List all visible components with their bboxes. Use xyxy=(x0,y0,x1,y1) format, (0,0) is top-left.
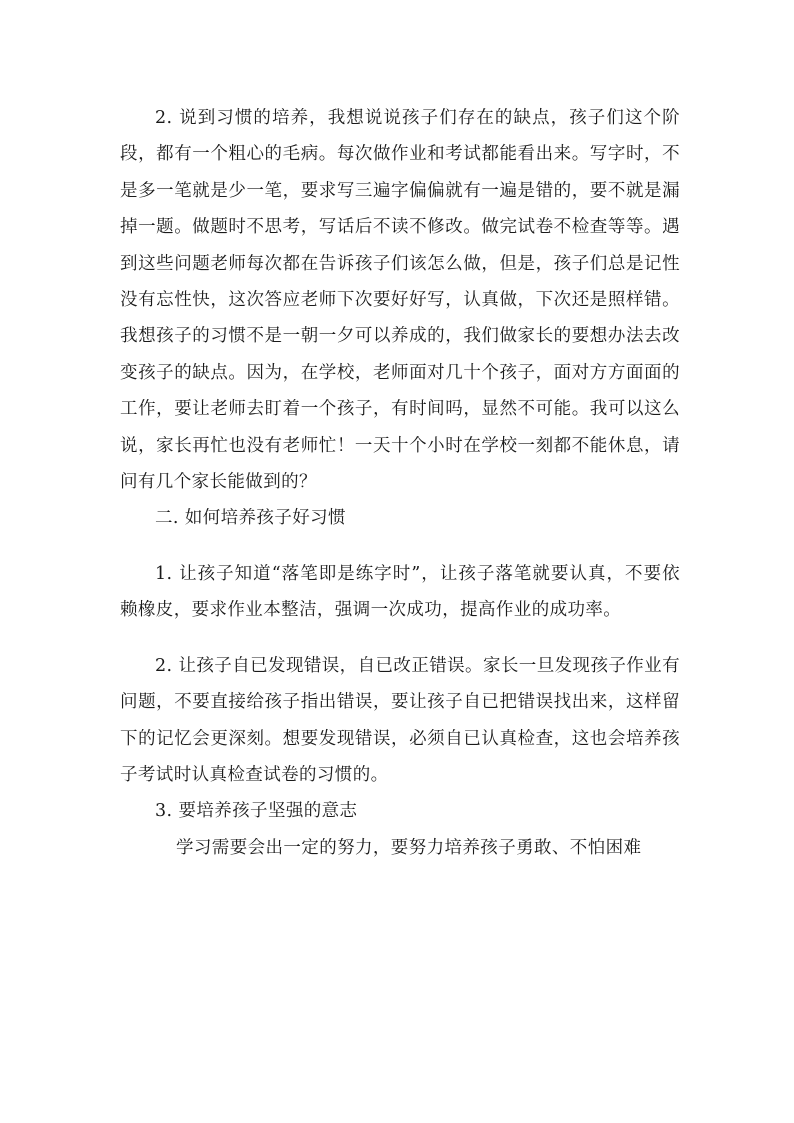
section-heading-how-to-cultivate: 二. 如何培养孩子好习惯 xyxy=(155,508,346,529)
paragraph-habit-shortcomings: 2. 说到习惯的培养，我想说说孩子们存在的缺点，孩子们这个阶段，都有一个粗心的毛病。每次做作业和考试都能看出来。写字时，不是多一笔就是少一笔，要求写三遍字偏偏就有一遍是错的，要不就是漏掉一题。做题时不思考，写话后不读不修改。做完试卷不检查等等。遇到这些问题老师每次都在告诉孩子们该怎么做，但是，孩子们总是记性没有忘性快，这次答应老师下次要好好写，认真做，下次还是照样错。我想孩子的习惯不是一朝一夕可以养成的，我们做家长的要想办法去改变孩子的缺点。因为，在学校，老师面对几十个孩子，面对方方面面的工作，要让老师去盯着一个孩子，有时间吗，显然不可能。我可以这么说，家长再忙也没有老师忙！一天十个小时在学校一刻都不能休息，请问有几个家长能做到的？ xyxy=(120,108,680,493)
paragraph-careful-writing: 1. 让孩子知道“落笔即是练字时”，让孩子落笔就要认真，不要依赖橡皮，要求作业本整洁，强调一次成功，提高作业的成功率。 xyxy=(120,563,680,621)
document-body xyxy=(120,100,680,866)
subheading-strong-will: 3. 要培养孩子坚强的意志 xyxy=(155,801,358,822)
paragraph-effort: 学习需要会出一定的努力，要努力培养孩子勇敢、不怕困难 xyxy=(176,837,642,858)
paragraph-self-correction: 2. 让孩子自已发现错误，自已改正错误。家长一旦发现孩子作业有问题，不要直接给孩子指出错误，要让孩子自已把错误找出来，这样留下的记忆会更深刻。想要发现错误，必须自已认真检查，这也会培养孩子考试时认真检查试卷的习惯的。 xyxy=(120,655,680,785)
